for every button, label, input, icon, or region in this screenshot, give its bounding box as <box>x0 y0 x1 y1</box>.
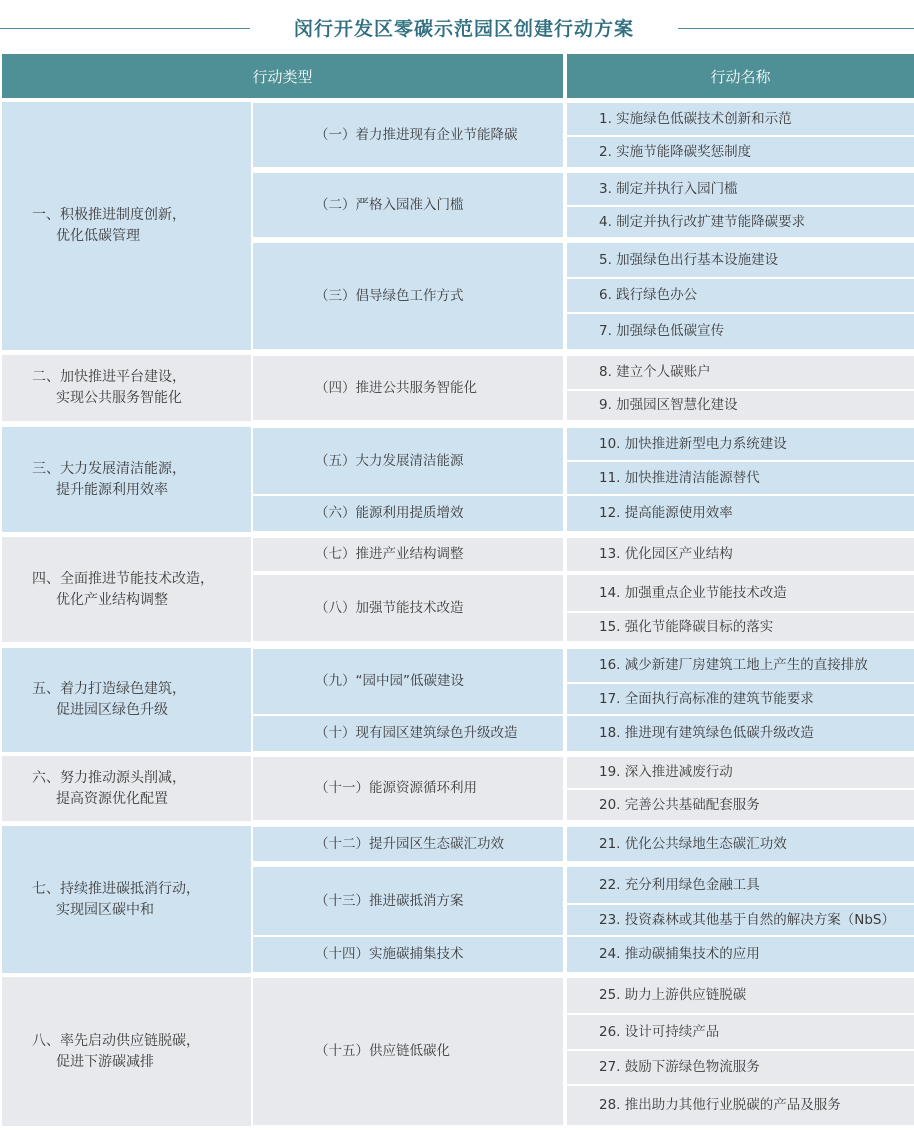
subcategory-cell: （十一）能源资源循环利用 <box>253 757 563 820</box>
category-line: 一、积极推进制度创新， <box>32 207 186 223</box>
subcategory-cell: （三）倡导绿色工作方式 <box>253 243 563 349</box>
action-cell: 14. 加强重点企业节能技术改造 <box>567 575 914 611</box>
category-label <box>32 768 186 810</box>
subcategory-cell: （一）着力推进现有企业节能降碳 <box>253 103 563 167</box>
category-line: 八、率先启动供应链脱碳， <box>32 1032 200 1049</box>
action-cell: 28. 推出助力其他行业脱碳的产品及服务 <box>567 1086 914 1125</box>
action-cell: 3. 制定并执行入园门槛 <box>567 173 914 205</box>
category-cell <box>2 648 251 752</box>
action-cell: 26. 设计可持续产品 <box>567 1015 914 1049</box>
action-cell: 9. 加强园区智慧化建设 <box>567 391 914 420</box>
action-cell: 24. 推动碳捕集技术的应用 <box>567 937 914 972</box>
category-label <box>32 679 186 721</box>
category-cell <box>2 977 251 1126</box>
action-cell: 2. 实施节能降碳奖惩制度 <box>567 137 914 167</box>
category-cell <box>2 102 251 350</box>
category-line: 促进下游碳减排 <box>56 1053 154 1070</box>
category-line: 六、努力推动源头削减， <box>32 769 186 786</box>
subcategory-cell: （十）现有园区建筑绿色升级改造 <box>253 716 563 751</box>
action-cell: 16. 减少新建厂房建筑工地上产生的直接排放 <box>567 649 914 682</box>
title-bar <box>0 0 914 54</box>
action-cell: 18. 推进现有建筑绿色低碳升级改造 <box>567 716 914 751</box>
page-title: 闵行开发区零碳示范园区创建行动方案 <box>293 18 634 40</box>
category-label <box>32 569 214 611</box>
category-line: 优化产业结构调整 <box>56 591 168 608</box>
category-line: 三、大力发展清洁能源， <box>32 460 186 477</box>
subcategory-cell: （七）推进产业结构调整 <box>253 538 563 571</box>
subcategory-cell: （四）推进公共服务智能化 <box>253 356 563 420</box>
category-line: 四、全面推进节能技术改造， <box>32 570 214 587</box>
action-cell: 13. 优化园区产业结构 <box>567 538 914 571</box>
category-cell <box>2 537 251 642</box>
category-cell <box>2 427 251 532</box>
action-cell: 17. 全面执行高标准的建筑节能要求 <box>567 684 914 714</box>
action-cell: 19. 深入推进减废行动 <box>567 757 914 788</box>
category-line: 七、持续推进碳抵消行动， <box>32 880 200 897</box>
action-cell: 6. 践行绿色办公 <box>567 279 914 312</box>
action-cell: 10. 加快推进新型电力系统建设 <box>567 428 914 460</box>
action-cell: 27. 鼓励下游绿色物流服务 <box>567 1051 914 1084</box>
category-line: 优化低碳管理 <box>56 228 140 244</box>
category-label <box>32 367 186 409</box>
category-line: 五、着力打造绿色建筑， <box>32 681 186 697</box>
action-cell: 4. 制定并执行改扩建节能降碳要求 <box>567 207 914 237</box>
category-label <box>32 205 186 247</box>
action-cell: 12. 提高能源使用效率 <box>567 496 914 531</box>
action-cell: 5. 加强绿色出行基本设施建设 <box>567 243 914 277</box>
action-cell: 25. 助力上游供应链脱碳 <box>567 978 914 1013</box>
subcategory-cell: （八）加强节能技术改造 <box>253 575 563 641</box>
action-cell: 21. 优化公共绿地生态碳汇功效 <box>567 827 914 861</box>
category-label <box>32 1031 200 1073</box>
category-cell <box>2 826 251 973</box>
title-divider-left <box>0 28 250 29</box>
subcategory-cell: （十五）供应链低碳化 <box>253 978 563 1125</box>
category-line: 实现公共服务智能化 <box>56 390 182 406</box>
action-cell: 15. 强化节能降碳目标的落实 <box>567 613 914 641</box>
subcategory-cell: （六）能源利用提质增效 <box>253 496 563 531</box>
category-cell <box>2 355 251 421</box>
column-header-name: 行动名称 <box>567 54 914 98</box>
category-line: 二、加快推进平台建设， <box>32 369 186 385</box>
category-cell <box>2 756 251 821</box>
column-header-type: 行动类型 <box>2 54 563 98</box>
title-divider-right <box>678 28 914 29</box>
category-label <box>32 879 200 921</box>
subcategory-cell: （五）大力发展清洁能源 <box>253 428 563 494</box>
subcategory-cell: （十二）提升园区生态碳汇功效 <box>253 827 563 861</box>
subcategory-cell: （九）“园中园”低碳建设 <box>253 649 563 714</box>
category-line: 提升能源利用效率 <box>56 481 168 498</box>
action-cell: 1. 实施绿色低碳技术创新和示范 <box>567 103 914 135</box>
action-cell: 23. 投资森林或其他基于自然的解决方案（NbS） <box>567 905 914 935</box>
category-label <box>32 459 186 501</box>
category-line: 提高资源优化配置 <box>56 790 168 807</box>
action-cell: 20. 完善公共基础配套服务 <box>567 790 914 820</box>
subcategory-cell: （十三）推进碳抵消方案 <box>253 867 563 935</box>
category-line: 实现园区碳中和 <box>56 901 154 918</box>
action-cell: 22. 充分利用绿色金融工具 <box>567 867 914 903</box>
action-cell: 11. 加快推进清洁能源替代 <box>567 462 914 494</box>
subcategory-cell: （十四）实施碳捕集技术 <box>253 937 563 972</box>
action-cell: 8. 建立个人碳账户 <box>567 356 914 389</box>
subcategory-cell: （二）严格入园准入门槛 <box>253 173 563 237</box>
category-line: 促进园区绿色升级 <box>56 702 168 718</box>
action-cell: 7. 加强绿色低碳宣传 <box>567 314 914 349</box>
